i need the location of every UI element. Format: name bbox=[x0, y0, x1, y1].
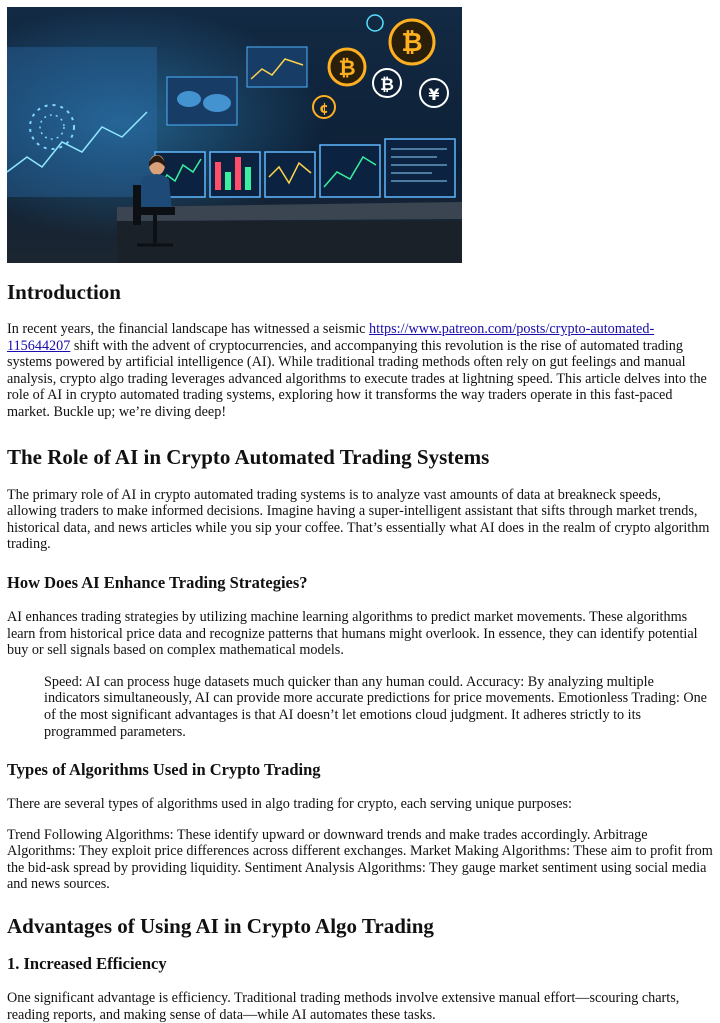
patreon-link[interactable]: https://www.patreon.com/posts/crypto-automated-115644207 bbox=[7, 321, 655, 354]
intro-text-before: In recent years, the financial landscape has witnessed a seismic bbox=[7, 321, 370, 337]
blockquote-benefits: Speed: AI can process huge datasets much quicker than any human could. Accuracy: By analyzing multiple indicators simultaneously, AI can provide more accurate predictions for price movements. Emotionless Trading: One of the most significant advantages is that AI doesn’t let emotions cloud judgment. It adheres strictly to its programmed parameters. bbox=[44, 673, 707, 740]
paragraph-efficiency: One significant advantage is efficiency. Traditional trading methods involve extensive manual effort—scouring charts, reading reports, and making sense of data—while AI automates these tasks. bbox=[7, 990, 680, 1023]
heading-how-ai-enhances: How Does AI Enhance Trading Strategies? bbox=[7, 572, 308, 592]
heading-types-of-algorithms: Types of Algorithms Used in Crypto Trading bbox=[7, 760, 321, 780]
article-body bbox=[7, 278, 713, 1023]
svg-text:¢: ¢ bbox=[319, 101, 329, 117]
bitcoin-icon bbox=[373, 69, 401, 97]
heading-increased-efficiency: 1. Increased Efficiency bbox=[7, 954, 167, 974]
hero-image bbox=[7, 7, 462, 263]
heading-introduction: Introduction bbox=[7, 280, 121, 304]
bitcoin-icon bbox=[329, 49, 365, 85]
intro-text-after: shift with the advent of cryptocurrencies, and accompanying this revolution is the rise of automated trading systems powered by artificial intelligence (AI). While traditional trading methods often rely on gut feelings and manual analysis, crypto algo trading leverages advanced algorithms to execute trades at lightning speed. This article delves into the role of AI in crypto automated trading systems, exploring how it transforms the way traders operate in this fast-paced market. Buckle up; we’re diving deep! bbox=[7, 337, 707, 420]
paragraph-introduction bbox=[7, 321, 713, 421]
heading-advantages: Advantages of Using AI in Crypto Algo Trading bbox=[7, 914, 434, 939]
paragraph-role-of-ai: The primary role of AI in crypto automated trading systems is to analyze vast amounts of data at breakneck speeds, allowing traders to make informed decisions. Imagine having a super-intelligent assistant that sifts through market trends, historical data, and news articles while you sip your coffee. That’s essentially what AI does in the realm of crypto algorithm trading. bbox=[7, 486, 710, 553]
svg-text:₿: ₿ bbox=[380, 75, 394, 95]
paragraph-types-list: Trend Following Algorithms: These identify upward or downward trends and make trades accordingly. Arbitrage Algorithms: They exploit price differences across different exchanges. Market Making Algorithms: These aim to profit from the bid-ask spread by providing liquidity. Sentiment Analysis Algorithms: They gauge market sentiment using social media and news sources. bbox=[7, 826, 713, 893]
bitcoin-icon bbox=[390, 20, 434, 64]
svg-text:₿: ₿ bbox=[401, 28, 423, 58]
paragraph-types-intro: There are several types of algorithms used in algo trading for crypto, each serving unique purposes: bbox=[7, 796, 572, 813]
svg-text:¥: ¥ bbox=[428, 85, 440, 104]
yen-icon bbox=[420, 79, 448, 107]
svg-text:₿: ₿ bbox=[338, 56, 356, 80]
paragraph-how-ai-enhances: AI enhances trading strategies by utilizing machine learning algorithms to predict market movements. These algorithms learn from historical price data and recognize patterns that humans might overlook. In essence, they can identify potential buy or sell signals based on complex mathematical models. bbox=[7, 608, 698, 659]
cent-icon bbox=[313, 96, 335, 118]
heading-role-of-ai: The Role of AI in Crypto Automated Trading Systems bbox=[7, 444, 490, 469]
trading-room-illustration bbox=[7, 7, 462, 263]
